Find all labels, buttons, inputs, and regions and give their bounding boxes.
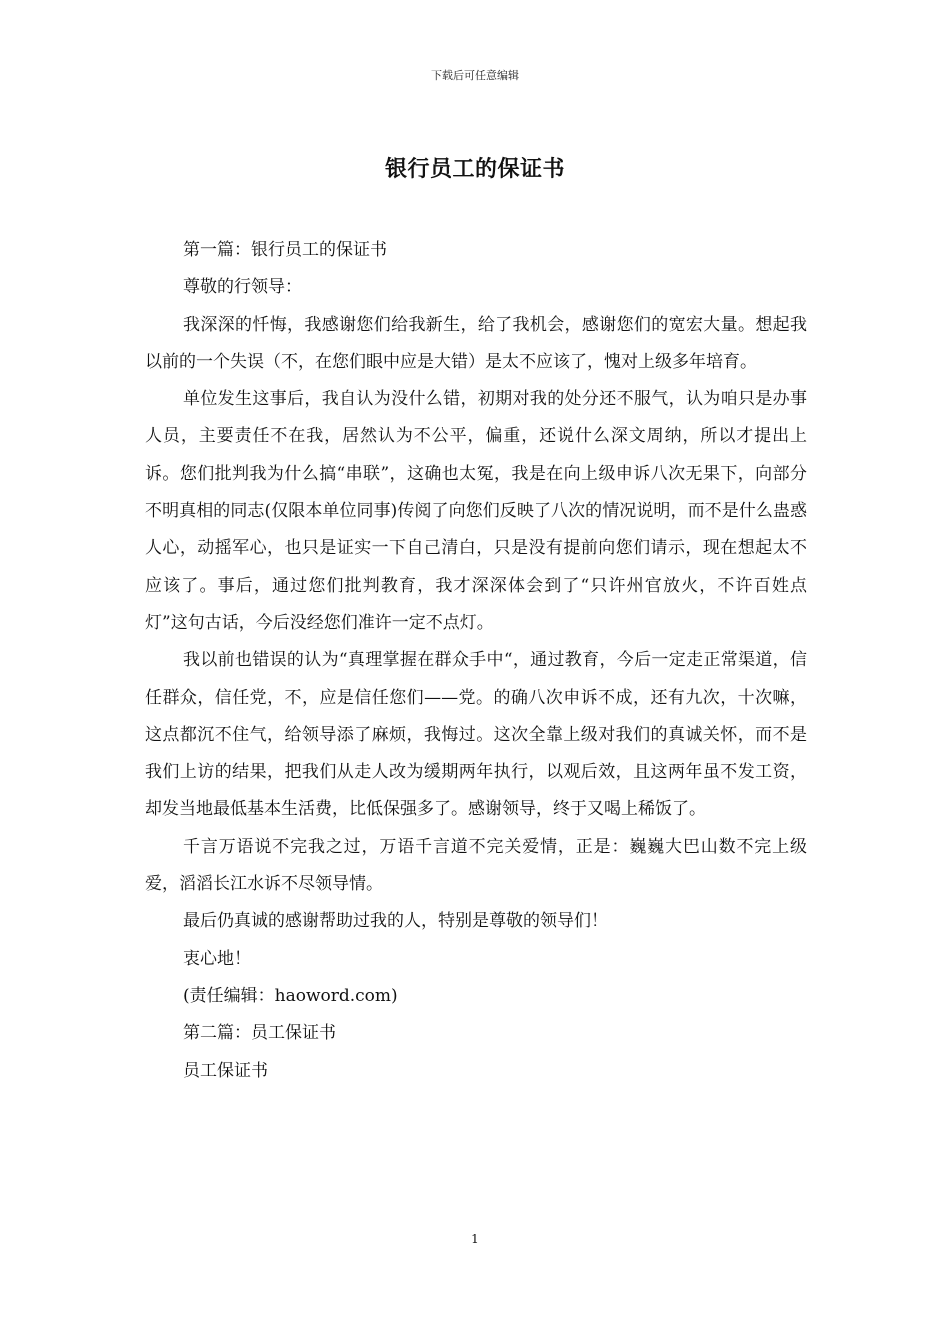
page-number: 1 <box>471 1232 479 1246</box>
section-heading-1: 第一篇：银行员工的保证书 <box>183 240 387 260</box>
body-paragraph: 我以前也错误的认为“真理掌握在群众手中“，通过教育，今后一定走正常渠道，信任群众，信任党，不，应是信任您们——党。的确八次申诉不成，还有九次，十次嘛，这点都沉不住气，给领导添了麻烦，我悔过。这次全靠上级对我们的真诚关怀，而不是我们上访的结果，把我们从走人改为缓期两年执行，以观后效，且这两年虽不发工资，却发当地最低基本生活费，比低保强多了。感谢领导，终于又喝上稀饭了。 <box>145 650 807 820</box>
section-heading-2: 第二篇：员工保证书 <box>183 1023 336 1044</box>
salutation: 尊敬的行领导： <box>183 277 302 298</box>
body-paragraph: 我深深的忏悔，我感谢您们给我新生，给了我机会，感谢您们的宽宏大量。想起我以前的一个失误（不，在您们眼中应是大错）是太不应该了，愧对上级多年培育。 <box>145 314 807 372</box>
subsection-title: 员工保证书 <box>183 1060 268 1081</box>
body-paragraph: 最后仍真诚的感谢帮助过我的人，特别是尊敬的领导们！ <box>183 911 608 932</box>
editor-note: (责任编辑：haoword.com) <box>183 985 398 1006</box>
closing: 衷心地！ <box>183 948 251 969</box>
document-title: 银行员工的保证书 <box>384 157 565 182</box>
header-note: 下载后可任意编辑 <box>431 69 519 82</box>
body-paragraph: 千言万语说不完我之过，万语千言道不完关爱情，正是：巍巍大巴山数不完上级爱，滔滔长江水诉不尽领导情。 <box>145 836 807 895</box>
body-paragraph: 单位发生这事后，我自认为没什么错，初期对我的处分还不服气，认为咱只是办事人员，主要责任不在我，居然认为不公平，偏重，还说什么深文周纳，所以才提出上诉。您们批判我为什么搞“串联”，这确也太冤，我是在向上级申诉八次无果下，向部分不明真相的同志(仅限本单位同事)传阅了向您们反映了八次的情况说明，而不是什么蛊惑人心，动摇军心，也只是证实一下自己清白，只是没有提前向您们请示，现在想起太不应该了。事后，通过您们批判教育，我才深深体会到了“只许州官放火，不许百姓点灯”这句古话，今后没经您们准许一定不点灯。 <box>145 389 807 633</box>
document-body <box>145 232 807 1090</box>
